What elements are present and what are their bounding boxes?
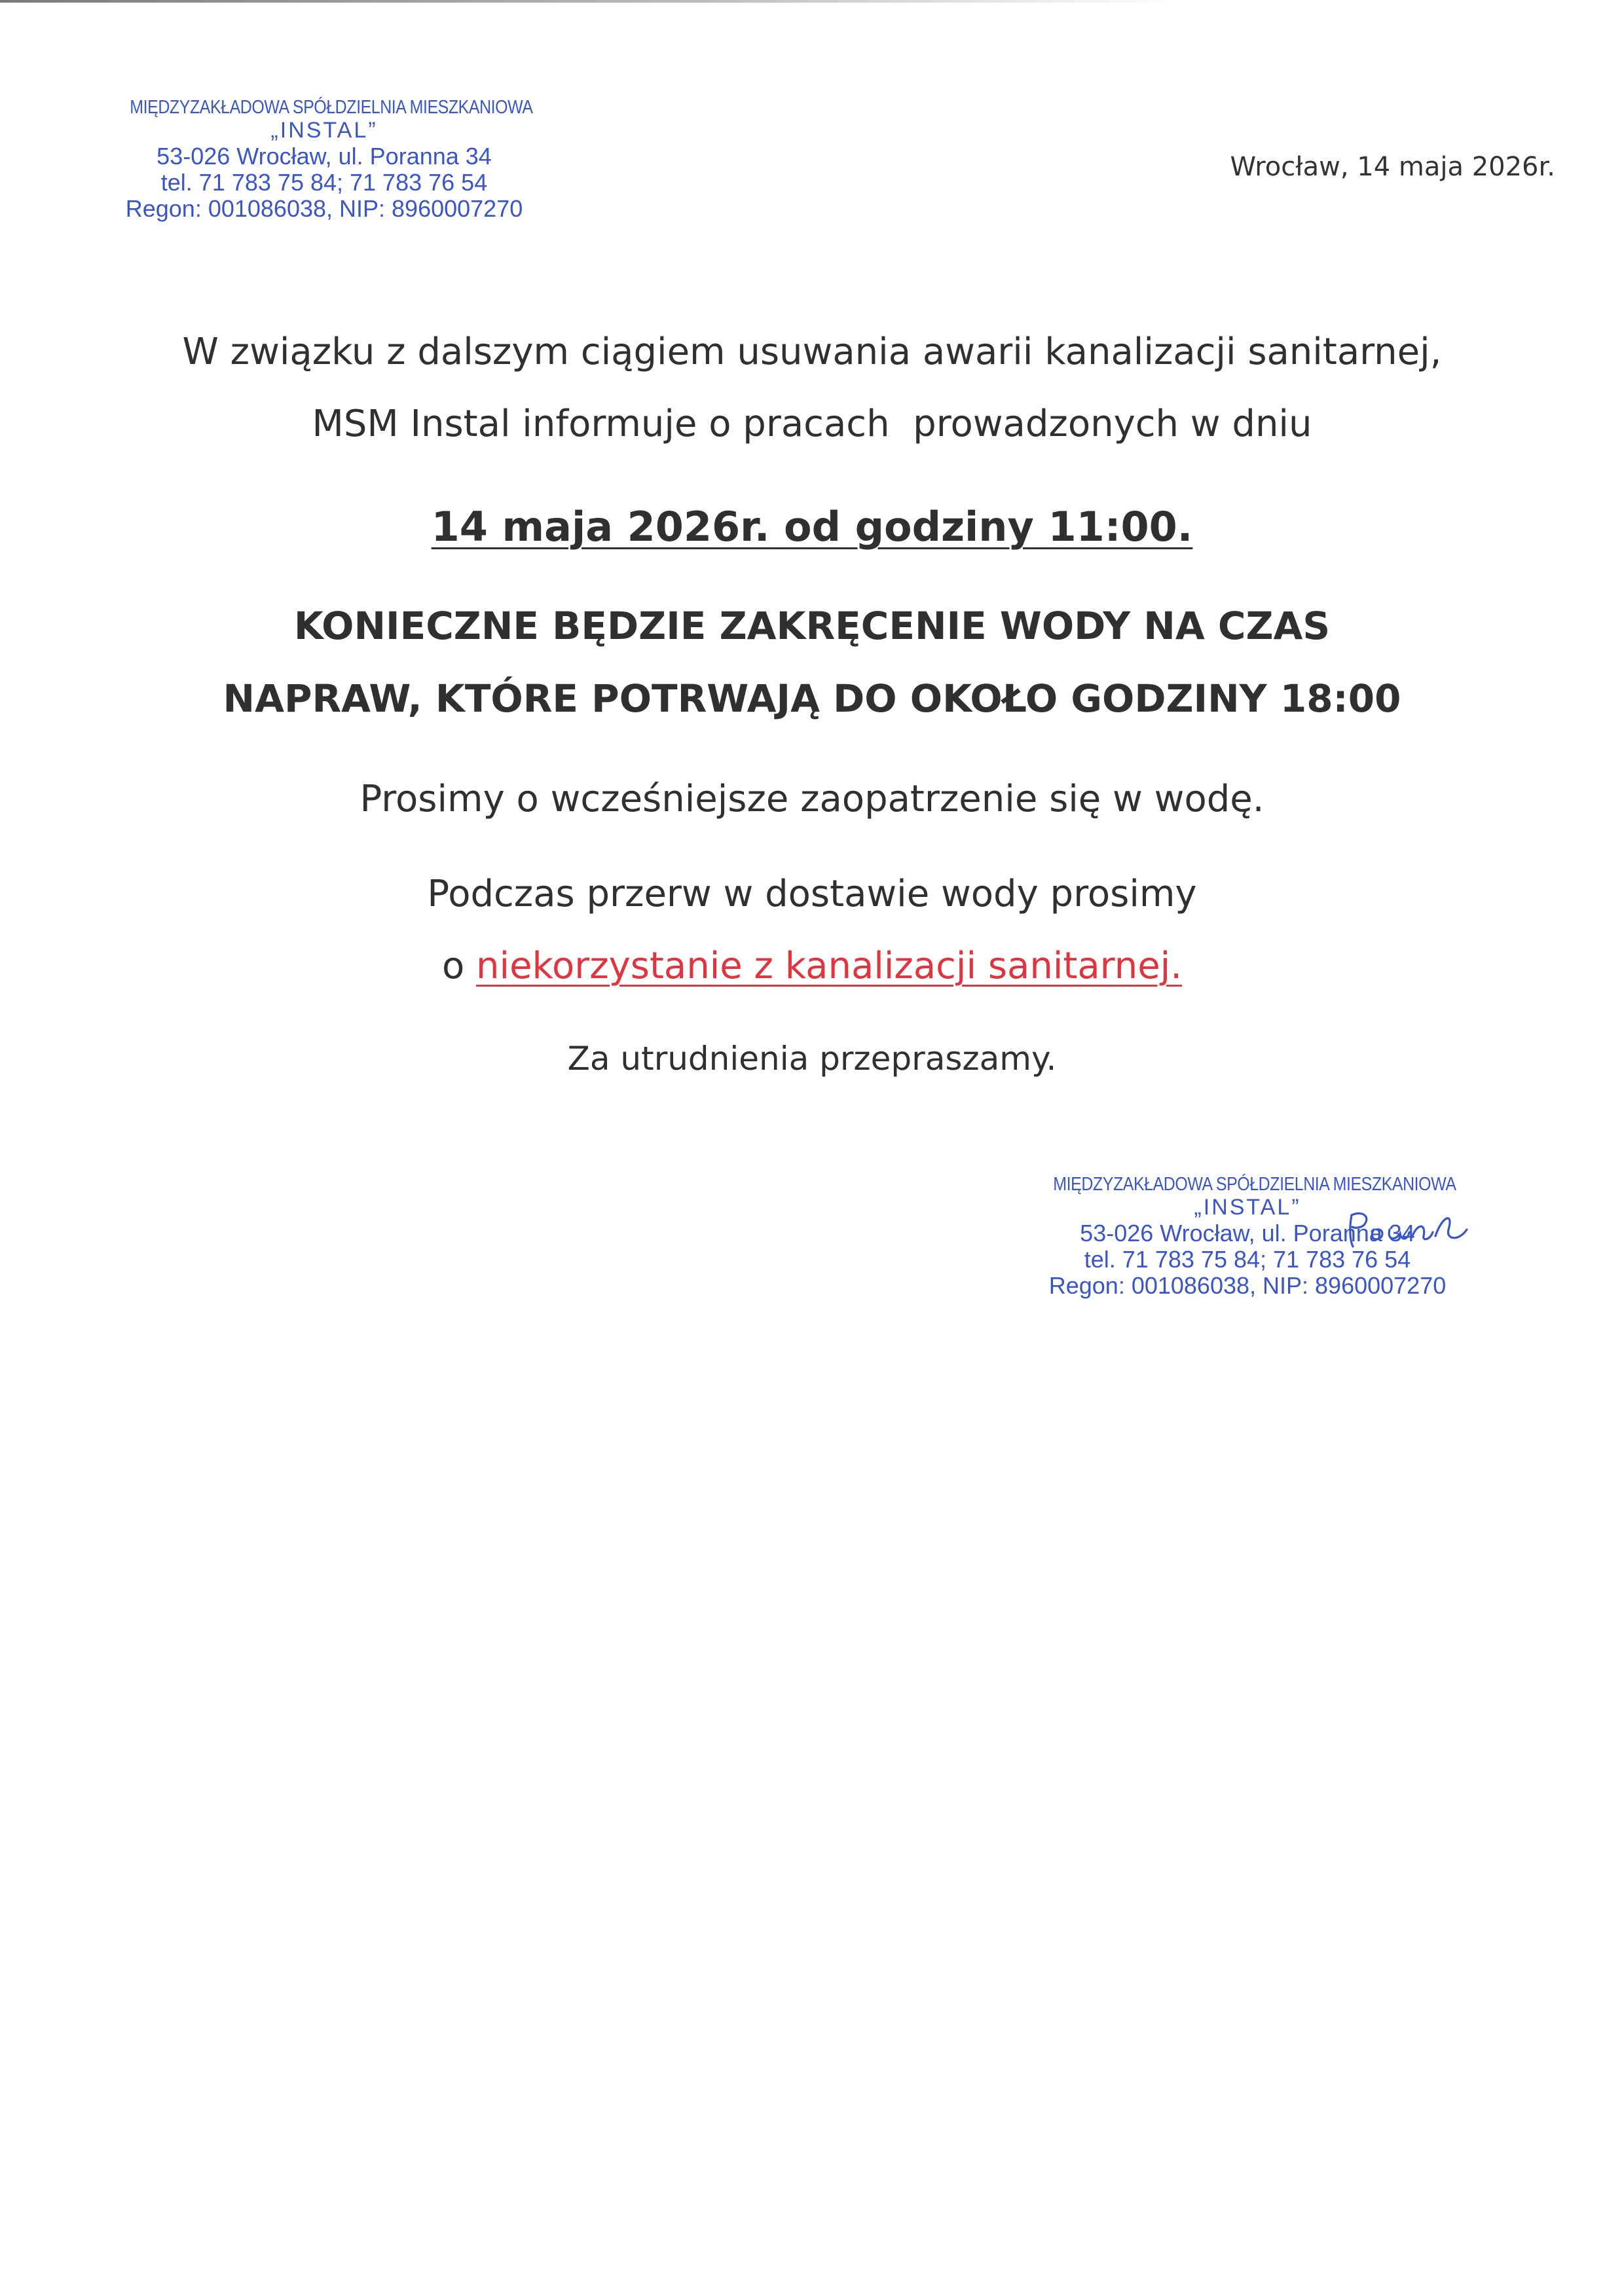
- water-request: Prosimy o wcześniejsze zaopatrzenie się w wodę.: [360, 778, 1264, 820]
- stamp-address: 53-026 Wrocław, ul. Poranna 34: [157, 142, 492, 170]
- stamp-phone: tel. 71 783 75 84; 71 783 76 54: [160, 168, 488, 196]
- warning-line-2: NAPRAW, KTÓRE POTRWAJĄ DO OKOŁO GODZINY 18:00: [223, 676, 1401, 721]
- sewer-warning-highlight: niekorzystanie z kanalizacji sanitarnej.: [476, 945, 1183, 987]
- warning-line-1: KONIECZNE BĘDZIE ZAKRĘCENIE WODY NA CZAS: [293, 604, 1331, 648]
- document-date: Wrocław, 14 maja 2026r.: [1230, 152, 1555, 182]
- stamp-regon: Regon: 001086038, NIP: 8960007270: [1048, 1272, 1447, 1300]
- request-line-2: [0, 945, 1624, 987]
- request-prefix: o: [441, 945, 477, 987]
- stamp-regon: Regon: 001086038, NIP: 8960007270: [125, 195, 523, 223]
- intro-line-2: MSM Instal informuje o pracach prowadzonych w dniu: [312, 403, 1312, 445]
- request-line-1: Podczas przerw w dostawie wody prosimy: [427, 873, 1197, 915]
- scan-edge: [0, 0, 1179, 3]
- work-date-text: 14 maja 2026r. od godziny 11:00.: [431, 503, 1193, 551]
- stamp-brand: „INSTAL”: [270, 118, 378, 143]
- work-date-heading: [0, 503, 1624, 551]
- stamp-brand: „INSTAL”: [1194, 1195, 1301, 1220]
- handwritten-signature: [1344, 1203, 1475, 1256]
- company-stamp-top: [98, 97, 550, 222]
- stamp-address: 53-026 Wrocław, ul. Poranna 34: [1080, 1219, 1415, 1247]
- apology-line: Za utrudnienia przepraszamy.: [567, 1040, 1057, 1078]
- stamp-phone: tel. 71 783 75 84; 71 783 76 54: [1084, 1245, 1411, 1273]
- stamp-name: MIĘDZYZAKŁADOWA SPÓŁDZIELNIA MIESZKANIOWA: [130, 97, 533, 118]
- stamp-name: MIĘDZYZAKŁADOWA SPÓŁDZIELNIA MIESZKANIOWA: [1053, 1174, 1456, 1195]
- intro-line-1: W związku z dalszym ciągiem usuwania awarii kanalizacji sanitarnej,: [182, 331, 1442, 373]
